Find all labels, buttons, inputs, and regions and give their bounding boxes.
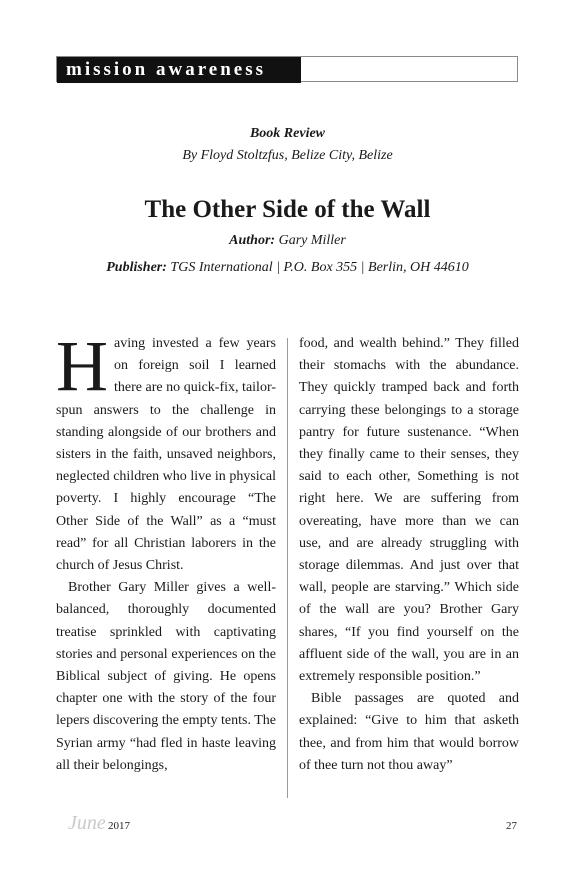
publisher-label: Publisher: (106, 260, 167, 275)
body-paragraph (56, 326, 276, 577)
body-column-right (299, 333, 519, 777)
author-line (0, 233, 575, 249)
byline: By Floyd Stoltzfus, Belize City, Belize (182, 148, 393, 163)
publisher-line (0, 260, 575, 276)
body-paragraph: Brother Gary Miller gives a well-balanced, thoroughly documented treatise sprinkled with captivating stories and personal experiences on the Biblical subject of giving. He opens chapter one with the story of the four lepers discovering the empty tents. The Syrian army “had fled in haste leaving all their belongings, (56, 580, 276, 773)
section-header (56, 56, 518, 82)
section-label: mission awareness (57, 57, 301, 83)
drop-cap: H (56, 326, 108, 406)
body-column-left (56, 326, 276, 777)
body-paragraph: Bible passages are quoted and explained: “Give to him that asketh thee, and from him that would borrow of thee turn not thou away” (299, 691, 519, 773)
review-kicker: Book Review (249, 126, 326, 141)
paragraph-text: aving invested a few years on foreign soil I learned there are no quick-fix, tailor-spun answers to the challenge in standing alongside of our brothers and sisters in the faith, unsaved neighbors, neglected children who live in physical poverty. I highly encourage “The Other Side of the Wall” as a “must read” for all Christian laborers in the church of Jesus Christ. (56, 336, 276, 574)
publisher-value: TGS International | P.O. Box 355 | Berlin, OH 44610 (170, 260, 469, 275)
article-title: The Other Side of the Wall (144, 196, 431, 223)
body-paragraph: food, and wealth behind.” They filled their stomachs with the abundance. They quickly tramped back and forth carrying these belongings to a storage pantry for future sustenance. “When they finally came to their senses, they said to each other, Something is not right here. We are suffering from overeating, have more than we can use, and are already struggling with storage dilemmas. And just over that wall, people are starving.” Which side of the wall are you? Brother Gary shares, “If you find yourself on the affluent side of the wall, you are in an extremely responsible position.” (299, 336, 519, 685)
footer-year: 2017 (108, 820, 130, 832)
column-divider (287, 338, 288, 798)
author-value: Gary Miller (278, 233, 346, 248)
author-label: Author: (229, 233, 276, 248)
page-number: 27 (506, 820, 517, 832)
footer-month: June (68, 812, 106, 834)
